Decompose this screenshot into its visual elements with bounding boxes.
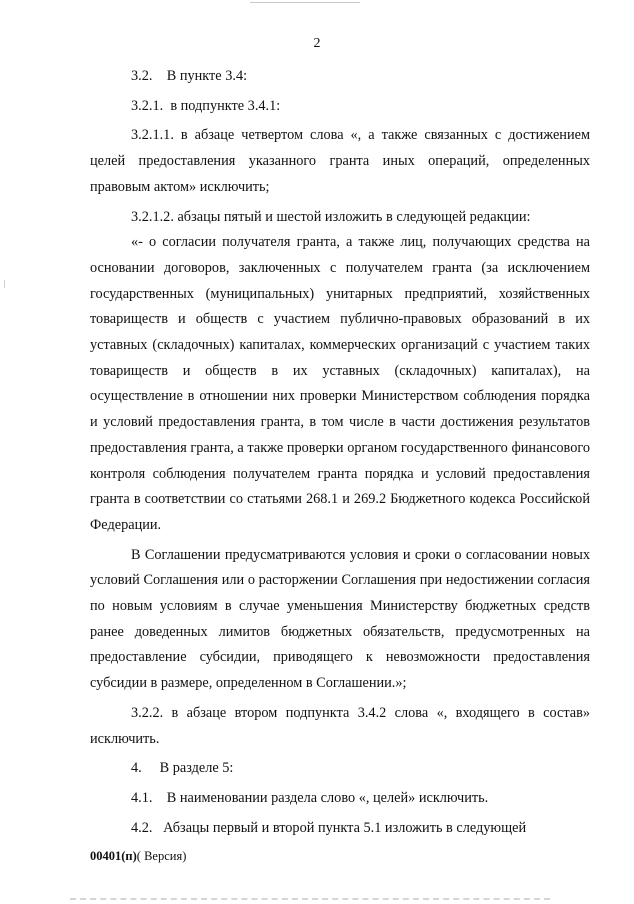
paragraph-3-2: 3.2. В пункте 3.4: [131,68,248,84]
paragraph-consent-clause: «- о согласии получателя гранта, а также лиц, получающих средства на основании договоров, заключенных с получателем гранта (за исключением государственных (муниципальных) унитарных предприятий, хозяйственных товариществ и обществ с участием публично-правовых образований в их уставных (складочных) капиталах, коммерческих организаций с участием таких товариществ и обществ в их уставных (складочных) капиталах), на осуществление в отношении них проверки Министерством соблюдения порядка и условий предоставления гранта, в том числе в части достижения результатов предоставления гранта, а также проверки органом государственного финансового контроля соблюдения получателем гранта порядка и условий предоставления гранта в соответствии со статьями 268.1 и 269.2 Бюджетного кодекса Российской Федерации. [90,234,590,533]
document-body [90,64,590,841]
paragraph-3-2-2: 3.2.2. в абзаце втором подпункта 3.4.2 слова «, входящего в состав» исключить. [90,704,590,747]
scan-margin-mark [4,280,5,288]
paragraph-4-2: 4.2. Абзацы первый и второй пункта 5.1 изложить в следующей [131,819,527,836]
paragraph-4-1: 4.1. В наименовании раздела слово «, целей» исключить. [131,789,489,806]
document-footer [90,849,186,864]
footer-version: ( Версия) [136,849,187,863]
scan-top-edge [250,2,360,3]
paragraph-3-2-1: 3.2.1. в подпункте 3.4.1: [131,97,281,114]
scan-bottom-edge [70,898,550,900]
paragraph-3-2-1-1: 3.2.1.1. в абзаце четвертом слова «, а также связанных с достижением целей предоставления указанного гранта иных операций, определенных правовым актом» исключить; [90,127,590,195]
footer-code: 00401(п) [90,849,137,863]
paragraph-3-2-1-2: 3.2.1.2. абзацы пятый и шестой изложить в следующей редакции: [131,208,531,225]
paragraph-4: 4. В разделе 5: [131,760,234,777]
paragraph-agreement-terms: В Соглашении предусматриваются условия и сроки о согласовании новых условий Соглашения или о расторжении Соглашения при недостижении согласия по новым условиям в случае уменьшения Министерству бюджетных средств ранее доведенных лимитов бюджетных обязательств, предусмотренных на предоставление субсидии, приводящего к невозможности предоставления субсидии в размере, определенном в Соглашении.»; [90,546,590,692]
page-number: 2 [313,36,321,51]
